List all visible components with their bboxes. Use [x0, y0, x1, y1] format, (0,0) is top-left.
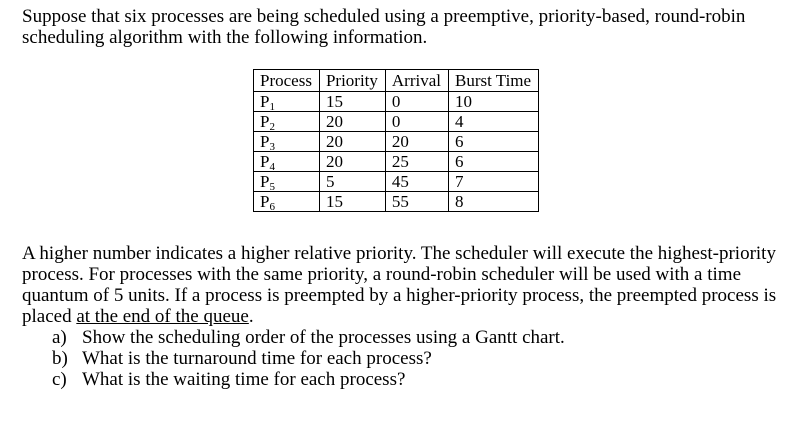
priority-cell: 20 — [319, 112, 385, 132]
underlined-phrase: at the end of the queue — [76, 306, 249, 327]
process-name: $P_1$ — [254, 92, 320, 112]
process-name: $P_5$ — [254, 172, 320, 192]
process-name: $P_4$ — [254, 152, 320, 172]
priority-cell: 5 — [319, 172, 385, 192]
rules-paragraph — [22, 243, 792, 327]
priority-cell: 15 — [319, 92, 385, 112]
intro-paragraph: Suppose that six processes are being scheduled using a preemptive, priority-based, round-robin scheduling algorithm with the following information. — [22, 6, 746, 48]
priority-cell: 20 — [319, 152, 385, 172]
arrival-cell: 0 — [385, 92, 448, 112]
header-arrival: Arrival — [385, 70, 448, 92]
table-row — [254, 112, 539, 132]
arrival-cell: 20 — [385, 132, 448, 152]
burst-cell: 4 — [449, 112, 539, 132]
process-name: $P_2$ — [254, 112, 320, 132]
burst-cell: 8 — [449, 192, 539, 212]
process-table — [253, 69, 539, 212]
arrival-cell: 55 — [385, 192, 448, 212]
burst-cell: 6 — [449, 152, 539, 172]
list-item — [52, 369, 565, 390]
table-row — [254, 192, 539, 212]
header-process: Process — [254, 70, 320, 92]
arrival-cell: 45 — [385, 172, 448, 192]
question-marker: c) — [52, 369, 67, 390]
table-row — [254, 132, 539, 152]
priority-cell: 15 — [319, 192, 385, 212]
question-marker: b) — [52, 348, 68, 369]
question-marker: a) — [52, 327, 67, 348]
arrival-cell: 0 — [385, 112, 448, 132]
header-priority: Priority — [319, 70, 385, 92]
list-item — [52, 327, 565, 348]
process-name: $P_6$ — [254, 192, 320, 212]
burst-cell: 7 — [449, 172, 539, 192]
burst-cell: 10 — [449, 92, 539, 112]
question-text: What is the turnaround time for each process? — [82, 348, 432, 369]
question-text: Show the scheduling order of the processes using a Gantt chart. — [82, 327, 565, 348]
table-row — [254, 172, 539, 192]
question-text: What is the waiting time for each process? — [82, 369, 406, 390]
rules-text: A higher number indicates a higher relative priority. The scheduler will execute the highest-priority process. For processes with the same priority, a round-robin scheduler will be used with a time quantum of 5 units. If a process is preempted by a higher-priority process, the preempted process is placed — [22, 243, 777, 327]
header-burst-time: Burst Time — [449, 70, 539, 92]
question-list — [52, 327, 565, 390]
arrival-cell: 25 — [385, 152, 448, 172]
process-name: $P_3$ — [254, 132, 320, 152]
rules-end: . — [248, 306, 254, 327]
table-row — [254, 152, 539, 172]
table-header-row — [254, 70, 539, 92]
priority-cell: 20 — [319, 132, 385, 152]
table-row — [254, 92, 539, 112]
burst-cell: 6 — [449, 132, 539, 152]
list-item — [52, 348, 565, 369]
